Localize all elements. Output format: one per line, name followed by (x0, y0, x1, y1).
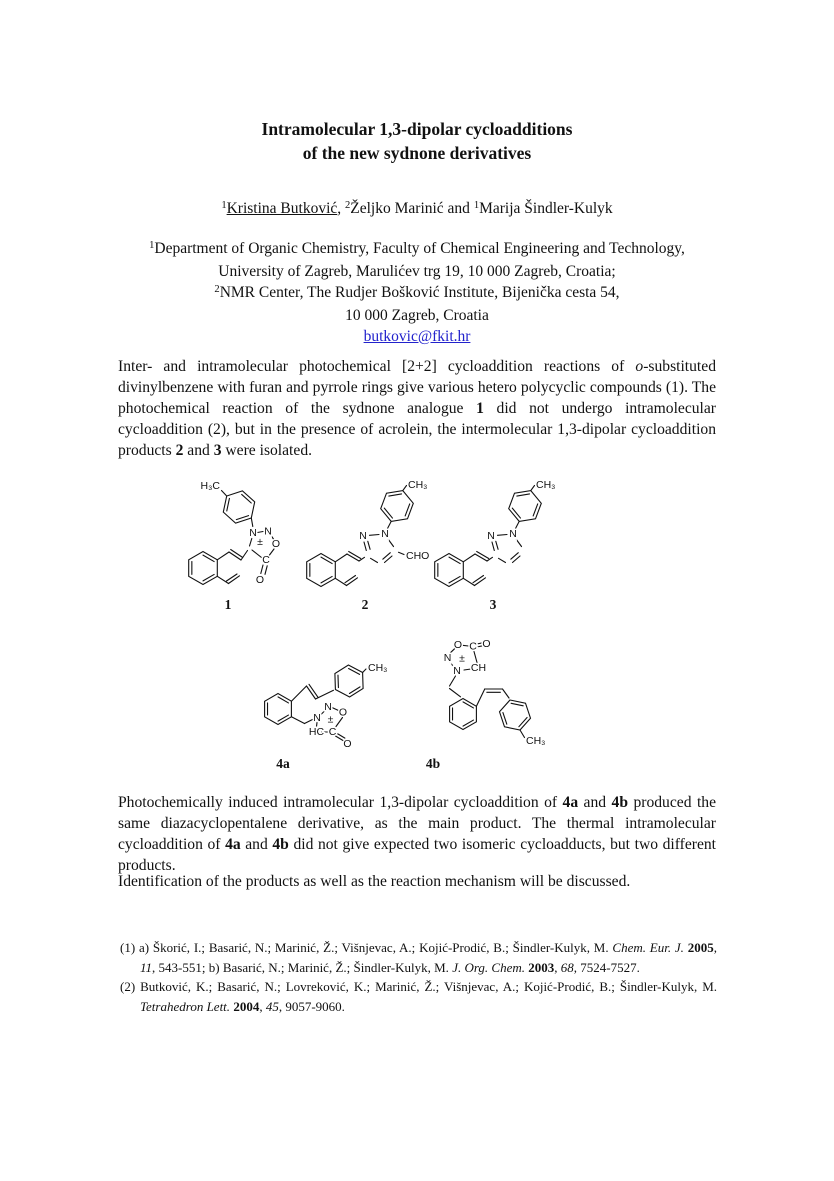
atom-label: O (271, 537, 281, 550)
structure-3-drawing (428, 472, 563, 594)
text-segment: (1) a) Škorić, I.; Basarić, N.; Marinić, Ž.; Višnjevac, A.; Kojić-Prodić, B.; Šindler-Kulyk, M. (120, 940, 613, 955)
atom-label: CH₃ (526, 734, 546, 747)
text-segment: Photochemically induced intramolecular 1,3-dipolar cycloaddition of (118, 794, 563, 811)
text-segment: 2 (214, 284, 220, 296)
text-segment: 11 (140, 959, 153, 975)
atom-label: ± (327, 713, 334, 726)
text-segment: NMR Center, The Rudjer Bošković Institute, Bijenička cesta 54, (219, 284, 620, 301)
structure-4b-label: 4b (425, 756, 441, 771)
atom-label: N (264, 525, 272, 538)
text-segment: Inter- and intramolecular photochemical [2+2] cycloaddition reactions of (118, 358, 636, 375)
atom-label: N (324, 700, 332, 713)
text-segment: o (635, 358, 644, 375)
atom-label: N (487, 529, 495, 542)
text-segment: 4a (225, 836, 241, 853)
email-line (0, 326, 834, 347)
text-segment: produced the same diazacyclopentalene derivative, as the main product. The thermal intramolecular cycloaddition of (118, 794, 716, 853)
abstract-paragraph-2 (118, 792, 716, 876)
atom-label: C (469, 640, 477, 653)
text-segment: , (554, 959, 561, 975)
atom-label: ± (257, 535, 263, 548)
atom-label: N (443, 651, 452, 664)
page-title (0, 117, 834, 165)
text-segment: , (259, 998, 266, 1014)
text-segment: did not give expected two isomeric cycloadducts, but two different products. (118, 836, 716, 874)
text-segment: 1 (476, 400, 484, 417)
atom-label: H₃C (200, 479, 220, 492)
atom-label: N (509, 527, 517, 540)
text-segment: (2) Butković, K.; Basarić, N.; Lovreković, K.; Marinić, Ž.; Višnjevac, A.; Kojić-Prodić, B.; Šindler-Kulyk, M. (120, 979, 717, 994)
atom-label: N (359, 529, 367, 542)
references-block (120, 938, 717, 1016)
closing-sentence: Identification of the products as well as the reaction mechanism will be discussed. (118, 873, 631, 890)
atom-label: C (328, 725, 337, 738)
affiliation-line-1 (0, 238, 834, 261)
text-segment: were isolated. (221, 442, 313, 459)
title-line-2: of the new sydnone derivatives (302, 143, 532, 163)
text-segment: 2 (175, 442, 184, 459)
text-segment: 2003 (528, 959, 555, 975)
text-segment: Kristina Butković (226, 200, 338, 217)
structure-4b-drawing (440, 635, 560, 750)
abstract-paragraph-1 (118, 356, 716, 461)
text-segment: 4a (562, 794, 579, 811)
atom-label: N (313, 711, 321, 724)
title-line-1: Intramolecular 1,3-dipolar cycloadditions (261, 119, 573, 139)
affiliations-block (0, 238, 834, 347)
atom-label: N (381, 527, 389, 540)
text-segment: 1 (149, 240, 155, 252)
atom-label: O (453, 638, 463, 651)
atom-label: O (343, 737, 352, 750)
text-segment: Department of Organic Chemistry, Faculty of Chemical Engineering and Technology, (154, 240, 685, 257)
structure-4a-drawing (255, 655, 395, 755)
reference-1 (120, 938, 717, 977)
text-segment: and (240, 836, 273, 853)
text-segment: Marija Šindler-Kulyk (479, 200, 613, 217)
text-segment: did not undergo intramolecular cycloaddition (2), but in the presence of acrolein, the intermolecular 1,3-dipolar cycloaddition products (118, 400, 716, 459)
email-link[interactable]: butkovic@fkit.hr (363, 328, 471, 345)
atom-label: HC (308, 725, 325, 738)
structure-3-label: 3 (489, 597, 497, 612)
structure-2-label: 2 (361, 597, 369, 612)
structure-1-label: 1 (224, 597, 232, 612)
text-segment: -substituted divinylbenzene with furan and pyrrole rings give various hetero polycyclic compounds (1). The photochemical reaction of the sydnone analogue (118, 358, 716, 417)
text-segment: 1 (221, 200, 227, 212)
text-segment: 2004 (233, 998, 260, 1014)
atom-label: N (453, 664, 461, 677)
affiliation-line-2 (0, 261, 834, 282)
text-segment: and (183, 442, 214, 459)
atom-label: CH₃ (536, 478, 556, 491)
affiliation-line-3 (0, 282, 834, 305)
atom-label: O (482, 637, 491, 650)
atom-label: CH₃ (408, 478, 428, 491)
text-segment: and (578, 794, 612, 811)
atom-label: O (255, 573, 265, 586)
text-segment: , 7524-7527. (573, 959, 640, 975)
text-segment: 1 (473, 200, 480, 212)
text-segment: , 543-551; b) Basarić, N.; Marinić, Ž.; Šindler-Kulyk, M. (152, 959, 453, 975)
text-segment: Tetrahedron Lett. (140, 998, 231, 1014)
text-segment: J. Org. Chem. (452, 959, 526, 975)
structure-4a (255, 655, 395, 755)
text-segment: , 9057-9060. (278, 998, 345, 1014)
structure-4b (440, 635, 560, 750)
text-segment: 45 (265, 998, 279, 1014)
atom-label: O (338, 706, 348, 719)
structure-2 (300, 472, 435, 594)
text-segment: 10 000 Zagreb, Croatia (345, 307, 489, 324)
atom-label: CH (470, 661, 487, 674)
structure-2-drawing (300, 472, 435, 594)
structure-1 (183, 472, 288, 594)
text-segment: Željko Marinić and (350, 200, 474, 217)
text-segment: Chem. Eur. J. (612, 940, 684, 955)
text-segment: , (337, 200, 346, 217)
atom-label: ± (459, 652, 465, 665)
atom-label: N (249, 526, 257, 539)
structure-1-drawing (183, 472, 288, 594)
authors-line (0, 200, 834, 218)
atom-label: C (262, 553, 270, 566)
atom-label: CHO (406, 549, 430, 562)
reference-2 (120, 977, 717, 1016)
text-segment: 4b (272, 836, 289, 853)
text-segment: 3 (213, 442, 222, 459)
text-segment: , (713, 940, 717, 955)
affiliation-line-4 (0, 305, 834, 326)
text-segment: 2005 (687, 940, 714, 955)
text-segment: University of Zagreb, Marulićev trg 19, 10 000 Zagreb, Croatia; (218, 263, 616, 280)
atom-label: CH₃ (368, 661, 388, 674)
text-segment: 68 (560, 959, 574, 975)
text-segment: 4b (611, 794, 629, 811)
structure-3 (428, 472, 563, 594)
text-segment: 2 (345, 200, 351, 212)
structure-4a-label: 4a (276, 756, 290, 771)
